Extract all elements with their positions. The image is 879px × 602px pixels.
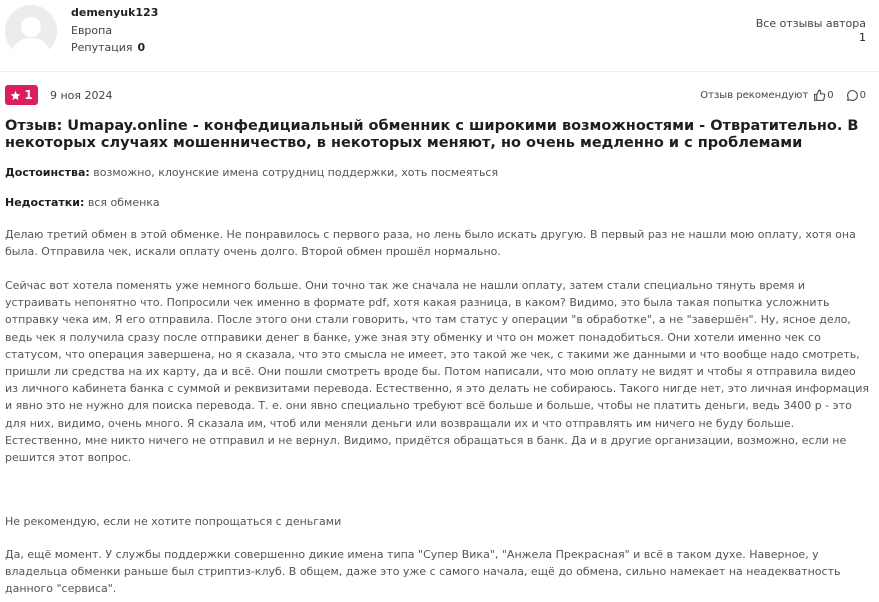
header-divider: [0, 71, 879, 72]
all-reviews-count: 1: [859, 31, 866, 44]
comments-button[interactable]: [846, 89, 866, 102]
pros-section: [5, 166, 498, 179]
pros-text: возможно, клоунские имена сотрудниц поддержки, хоть посмеяться: [93, 166, 499, 179]
reputation-label: Репутация: [71, 41, 133, 54]
like-count: 0: [827, 90, 834, 101]
author-region: Европа: [71, 24, 113, 37]
recommend-label: Отзыв рекомендуют: [700, 90, 809, 101]
star-icon: [10, 90, 21, 101]
comment-count: 0: [859, 90, 866, 101]
pros-label: Достоинства:: [5, 166, 90, 179]
all-reviews-link[interactable]: [756, 17, 866, 45]
reputation-value: 0: [137, 41, 146, 54]
user-silhouette-icon: [5, 5, 57, 57]
thumbs-up-icon: [813, 89, 826, 102]
review-paragraph: Да, ещё момент. У службы поддержки совершенно дикие имена типа "Супер Вика", "Анжела Прекрасная" и всё в таком духе. Наверное, у владельца обменки раньше был стриптиз-клуб. В общем, даже это уже с самого начала, ещё до обмена, сильно намекает на неадекватность данного "сервиса".: [5, 548, 841, 596]
author-reputation: [71, 41, 145, 54]
author-avatar[interactable]: [5, 5, 57, 57]
like-button[interactable]: [813, 89, 833, 102]
author-name[interactable]: demenyuk123: [71, 6, 159, 19]
rating-badge: [5, 85, 38, 105]
review-paragraph: Сейчас вот хотела поменять уже немного больше. Они точно так же сначала не нашли оплату, затем стали специально тянуть время и устраивать непонятно что. Попросили чек именно в формате pdf, хотя какая разница, в каком? Видимо, это была такая попытка усложнить отправку чека им. Я его отправила. После этого они стали говорить, что там статус у операции "в обработке", а не "завершён". Ну, ясное дело, ведь чек я получила сразу после отправики денег в банке, уже зная эту обменку и что он может понадобиться. Они хотели именно чек со статусом, что операция завершена, но я сказала, что это смысла не имеет, это такой же чек, с такими же данными и что вообще надо смотреть, пришли ли средства на их карту, да и всё. Они пошли смотреть вроде бы. Потом написали, что мою оплату не видят и чтобы я отправила видео из личного кабинета банка с суммой и реквизитами перевода. Естественно, я это делать не собираюсь. Такого нигде нет, это личная информация и явно это не нужно для поиска перевода. Т. е. они явно специально требуют всё больше и больше, чтобы не платить деньги, ведь 3400 р - это для них, видимо, очень много. Я сказала им, чтоб или меняли деньги или возвращали их и что отправлять им ничего не буду больше. Естественно, мне никто ничего не отправил и не вернул. Видимо, придётся обращаться в банк. Да и в другие организации, возможно, если не решится этот вопрос.: [5, 279, 870, 465]
comment-icon: [846, 89, 859, 102]
review-paragraph: Делаю третий обмен в этой обменке. Не понравилось с первого раза, но лень было искать другую. В первый раз не нашли мою оплату, хотя она была. Отправила чек, искали оплату очень долго. Второй обмен прошёл нормально.: [5, 228, 856, 259]
review-date: 9 ноя 2024: [50, 89, 113, 102]
cons-label: Недостатки:: [5, 196, 85, 209]
review-paragraph: Не рекомендую, если не хотите попрощаться с деньгами: [5, 515, 342, 528]
review-title: Отзыв: Umapay.online - конфедициальный обменник с широкими возможностями - Отвратительно. В некоторых случаях мошенничество, в некоторых меняют, но очень медленно и с проблемами: [5, 118, 859, 151]
rating-value: 1: [24, 88, 33, 102]
all-reviews-label: Все отзывы автора: [755, 17, 866, 30]
review-actions: [700, 89, 866, 102]
cons-section: [5, 196, 160, 209]
cons-text: вся обменка: [87, 196, 160, 209]
